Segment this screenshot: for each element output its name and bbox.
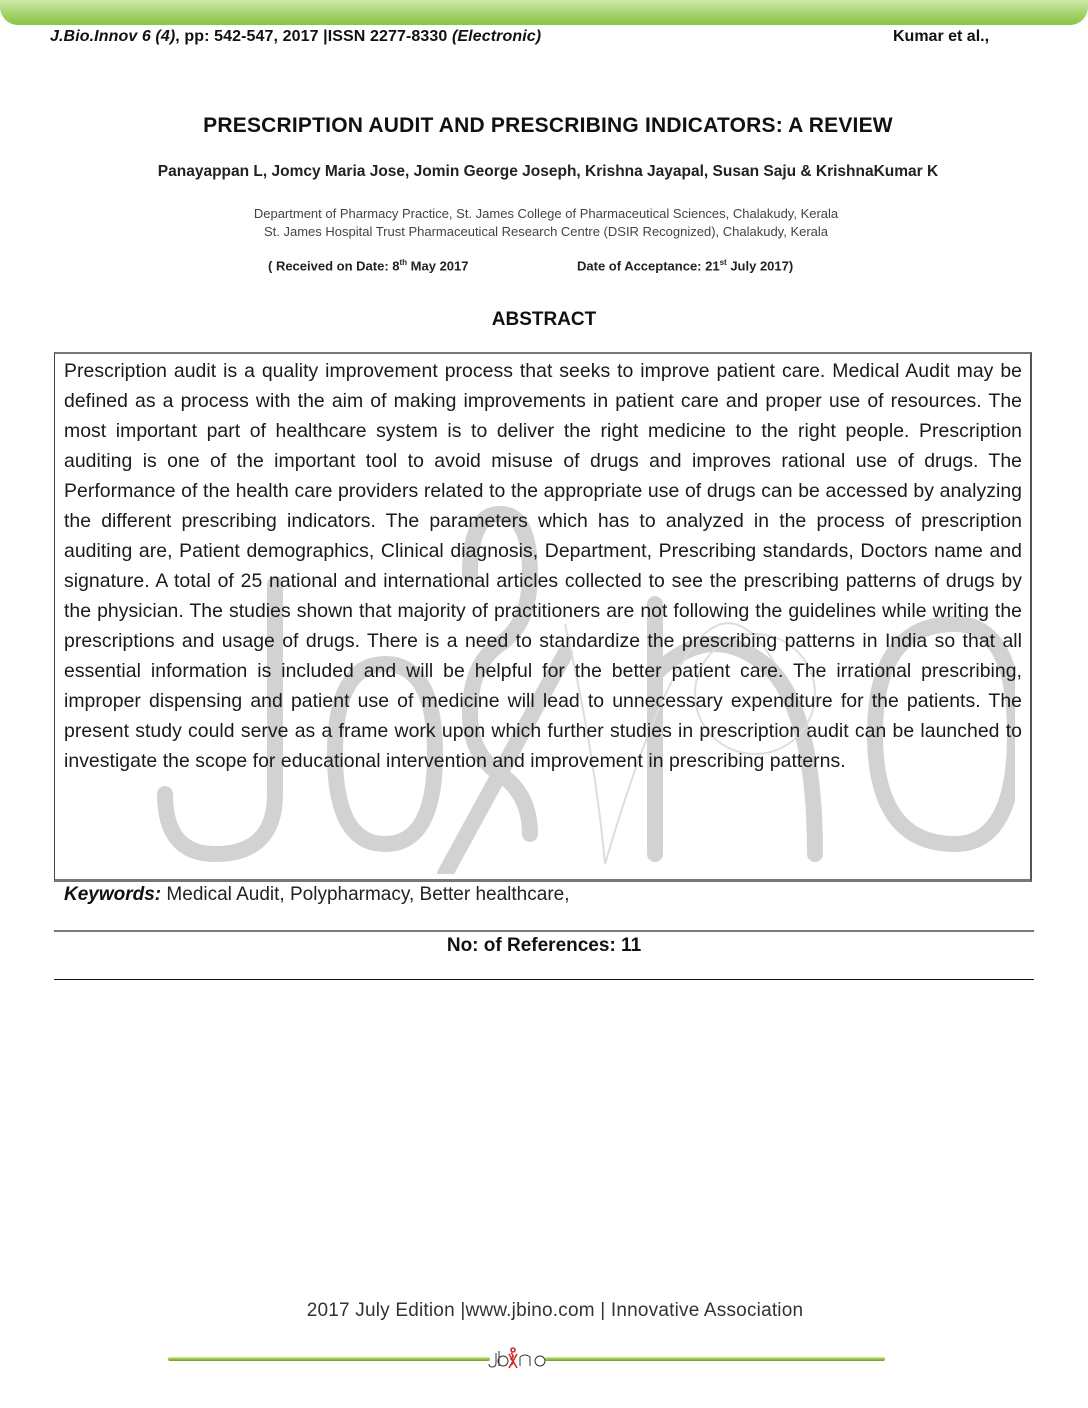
accepted-sup: st: [719, 258, 727, 267]
received-suffix: May 2017: [407, 258, 469, 274]
journal-abbrev: J.Bio.Innov 6 (4): [50, 28, 176, 45]
divider-top: [54, 930, 1034, 932]
accepted-prefix: Date of Acceptance: 21: [577, 258, 720, 274]
running-head: [0, 28, 1088, 50]
divider-bottom: [54, 979, 1034, 980]
accepted-date: [577, 258, 793, 273]
journal-details: , pp: 542-547, 2017 |ISSN 2277-8330: [175, 28, 452, 45]
affiliation-2: St. James Hospital Trust Pharmaceutical Research Centre (DSIR Recognized), Chalakudy, Kerala: [263, 224, 829, 239]
keywords-value: Medical Audit, Polypharmacy, Better healthcare,: [161, 884, 570, 905]
jbino-logo-icon: [488, 1347, 548, 1369]
abstract-box: [54, 352, 1032, 882]
received-date: [268, 258, 469, 273]
received-sup: th: [399, 258, 408, 267]
received-prefix: ( Received on Date: 8: [268, 258, 400, 274]
top-banner: [0, 0, 1088, 25]
keywords: [64, 884, 570, 906]
footer-text: 2017 July Edition |www.jbino.com | Innovative Association: [306, 1300, 804, 1321]
article-dates: [0, 258, 1088, 276]
accepted-suffix: July 2017): [726, 258, 794, 274]
running-author: Kumar et al.,: [893, 28, 990, 45]
reference-count: No: of References: 11: [446, 935, 642, 956]
article-title: PRESCRIPTION AUDIT AND PRESCRIBING INDICATORS: A REVIEW: [203, 114, 893, 137]
journal-citation: [50, 28, 541, 46]
author-list: Panayappan L, Jomcy Maria Jose, Jomin George Joseph, Krishna Jayapal, Susan Saju & KrishnaKumar K: [157, 163, 939, 180]
keywords-label: Keywords:: [64, 884, 162, 905]
footer-line-left: [168, 1357, 490, 1361]
abstract-text: Prescription audit is a quality improvement process that seeks to improve patient care. Medical Audit may be defined as a process with the aim of making improvements in patient care and proper use of resources. The most important part of healthcare system is to deliver the right medicine to the right people. Prescription auditing is one of the important tool to avoid misuse of drugs and improves rational use of drugs. The Performance of the health care providers related to the appropriate use of drugs can be accessed by analyzing the different prescribing indicators. The parameters which has to analyzed in the process of prescription auditing are, Patient demographics, Clinical diagnosis, Department, Prescribing standards, Doctors name and signature. A total of 25 national and international articles collected to see the prescribing patterns of drugs by the physician. The studies shown that majority of practitioners are not following the guidelines while writing the prescriptions and usage of drugs. There is a need to standardize the prescribing patterns in India so that all essential information is included and will be helpful for the better patient care. The irrational prescribing, improper dispensing and patient use of medicine will lead to unnecessary expenditure for the patients. The present study could serve as a frame work upon which further studies in prescription audit can be launched to investigate the scope for educational intervention and improvement in prescribing patterns.: [64, 360, 1022, 772]
affiliation-1: Department of Pharmacy Practice, St. James College of Pharmaceutical Sciences, Chalakudy, Kerala: [253, 206, 839, 221]
footer-line-right: [545, 1357, 885, 1361]
journal-format: (Electronic): [451, 28, 542, 45]
abstract-heading: ABSTRACT: [491, 309, 597, 330]
